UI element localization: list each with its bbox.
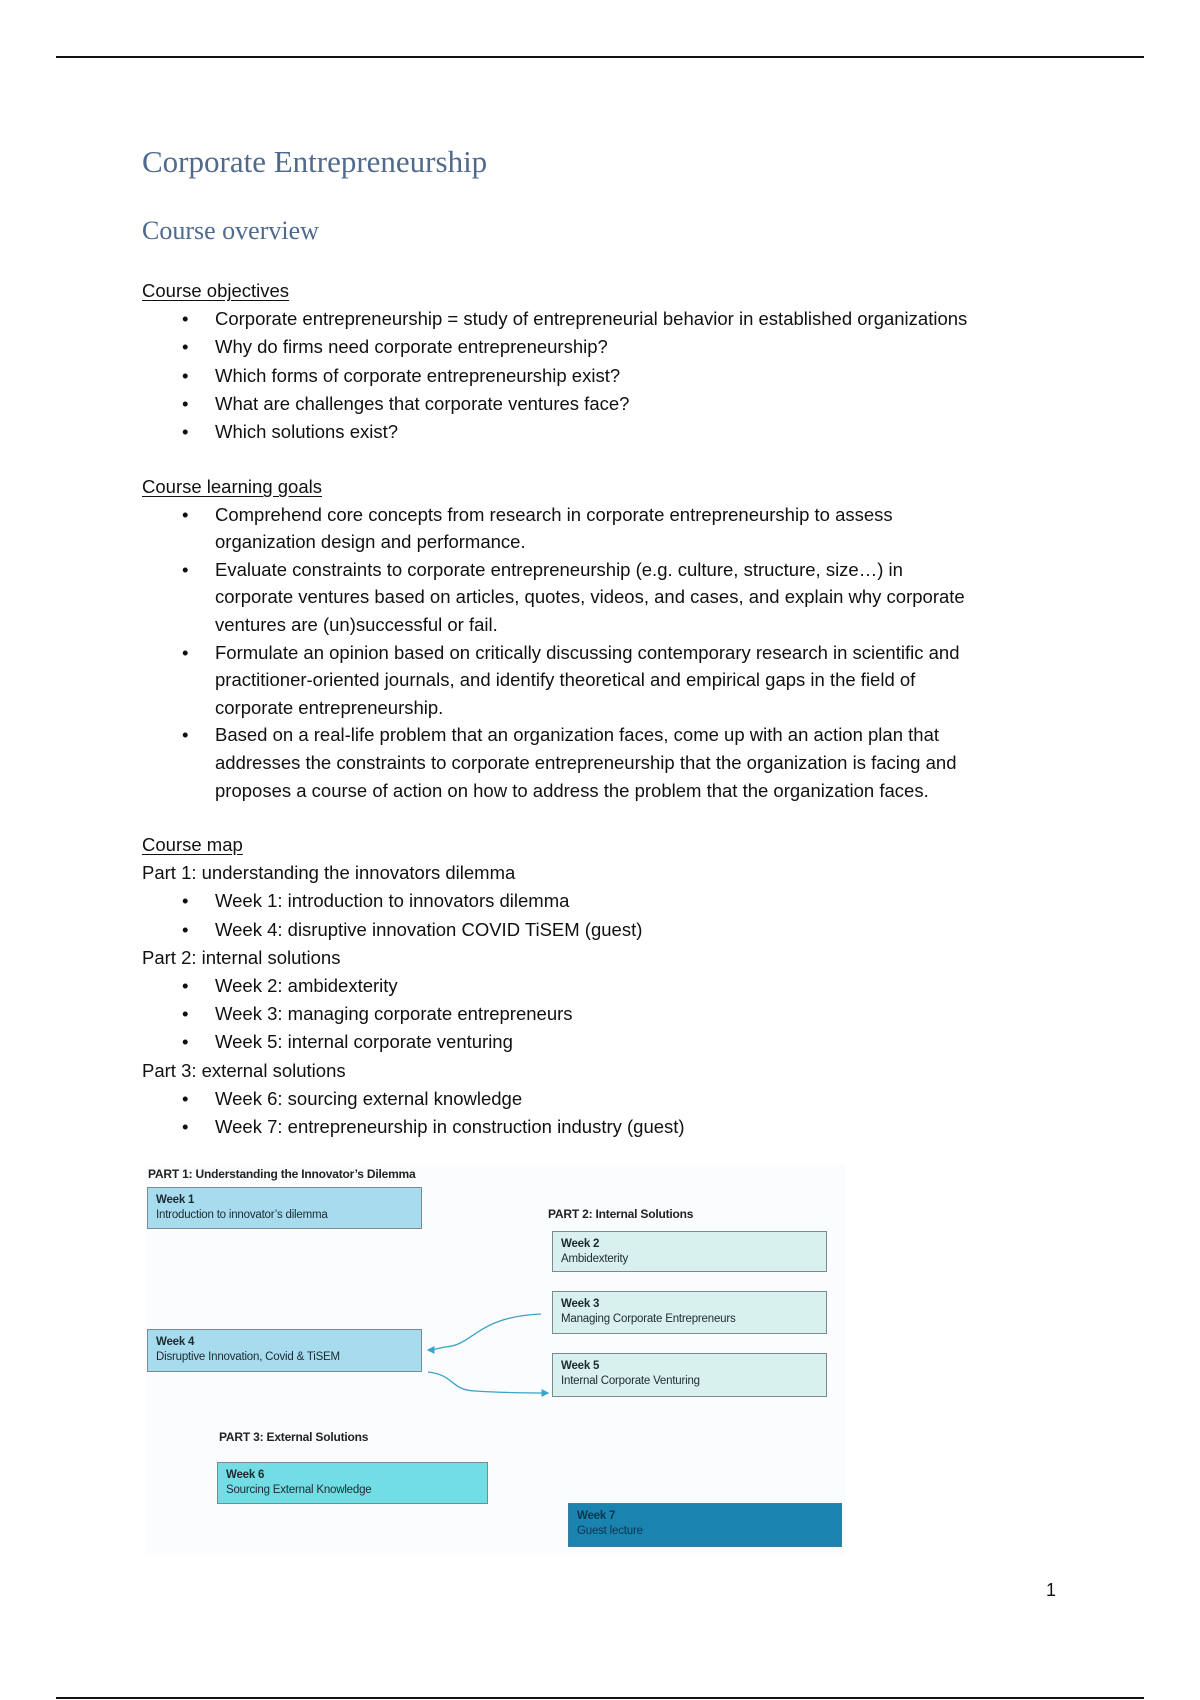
list-item-text: corporate entrepreneurship. xyxy=(215,696,444,718)
week-label: Week 2 xyxy=(561,1238,600,1250)
course-part-label: Part 2: internal solutions xyxy=(142,946,341,968)
bullet-icon: • xyxy=(182,641,189,663)
week-topic: Ambidexterity xyxy=(561,1253,629,1265)
week3-box xyxy=(552,1291,827,1334)
list-item-text: Comprehend core concepts from research in corporate entrepreneurship to assess xyxy=(215,503,893,525)
goals-list xyxy=(142,501,1142,805)
course-objectives xyxy=(142,277,1142,446)
bullet-icon: • xyxy=(182,558,189,580)
week-topic: Sourcing External Knowledge xyxy=(226,1484,372,1496)
list-item-line xyxy=(142,1113,1142,1141)
document-title: Corporate Entrepreneurship xyxy=(142,144,488,179)
list-item-text: Based on a real-life problem that an organization faces, come up with an action plan that xyxy=(215,724,939,746)
bullet-icon: • xyxy=(182,1031,189,1053)
week-label: Week 5 xyxy=(561,1360,600,1372)
list-item-text: Which solutions exist? xyxy=(215,420,399,442)
list-item-line xyxy=(142,528,1142,556)
arrow-week4-to-week5 xyxy=(428,1372,548,1393)
list-item-text: What are challenges that corporate ventures face? xyxy=(215,392,630,414)
week-topic: Disruptive Innovation, Covid & TiSEM xyxy=(156,1351,340,1363)
goals-heading: Course learning goals xyxy=(142,476,322,497)
week-topic: Introduction to innovator’s dilemma xyxy=(156,1209,328,1221)
bullet-icon: • xyxy=(182,308,189,330)
list-item-text: proposes a course of action on how to address the problem that the organization faces. xyxy=(215,779,929,801)
list-item-line xyxy=(142,666,1142,694)
course-learning-goals xyxy=(142,473,1142,804)
week-label: Week 1 xyxy=(156,1194,195,1206)
list-item-line xyxy=(142,583,1142,611)
list-item-line xyxy=(142,916,1142,944)
list-item-text: Week 1: introduction to innovators dilemma xyxy=(215,890,570,912)
footer-rule xyxy=(56,1697,1144,1699)
list-item-line xyxy=(142,1028,1142,1056)
week-topic: Internal Corporate Venturing xyxy=(561,1375,700,1387)
list-item-line xyxy=(142,887,1142,915)
bullet-icon: • xyxy=(182,503,189,525)
list-item-line xyxy=(142,639,1142,667)
bullet-icon: • xyxy=(182,420,189,442)
objectives-heading: Course objectives xyxy=(142,280,290,301)
bullet-icon: • xyxy=(182,392,189,414)
list-item-line xyxy=(142,694,1142,722)
page-number: 1 xyxy=(1046,1580,1057,1600)
part3-label: PART 3: External Solutions xyxy=(219,1430,369,1444)
list-item-text: Which forms of corporate entrepreneurship exist? xyxy=(215,364,621,386)
list-item-line xyxy=(142,777,1142,805)
bullet-icon: • xyxy=(182,890,189,912)
bullet-icon: • xyxy=(182,1115,189,1137)
bullet-icon: • xyxy=(182,918,189,940)
list-item-line xyxy=(142,418,1142,446)
course-map-heading: Course map xyxy=(142,834,243,855)
list-item-line xyxy=(142,972,1142,1000)
bullet-icon: • xyxy=(182,1003,189,1025)
list-item-text: Week 4: disruptive innovation COVID TiSEM (guest) xyxy=(215,918,643,940)
week-topic: Guest lecture xyxy=(577,1525,643,1537)
list-item-text: Evaluate constraints to corporate entrepreneurship (e.g. culture, structure, size…) in xyxy=(215,558,903,580)
list-item-text: Week 6: sourcing external knowledge xyxy=(215,1087,523,1109)
list-item-text: ventures are (un)successful or fail. xyxy=(215,613,498,635)
week-label: Week 6 xyxy=(226,1469,265,1481)
course-map-list xyxy=(142,859,1142,1141)
list-item-text: Week 2: ambidexterity xyxy=(215,974,398,996)
week1-box xyxy=(147,1187,422,1229)
bullet-icon: • xyxy=(182,974,189,996)
week6-box xyxy=(217,1462,488,1504)
list-item-text: Corporate entrepreneurship = study of entrepreneurial behavior in established organizations xyxy=(215,308,968,330)
list-item-line xyxy=(142,362,1142,390)
list-item-text: Week 3: managing corporate entrepreneurs xyxy=(215,1003,573,1025)
week-label: Week 7 xyxy=(577,1510,616,1522)
course-map xyxy=(142,831,1142,1141)
arrow-week3-to-week4 xyxy=(428,1314,541,1350)
bullet-icon: • xyxy=(182,364,189,386)
week-label: Week 3 xyxy=(561,1298,600,1310)
objectives-list xyxy=(142,305,1142,446)
week2-box xyxy=(552,1231,827,1272)
list-item-text: Week 5: internal corporate venturing xyxy=(215,1031,513,1053)
list-item-text: Formulate an opinion based on critically discussing contemporary research in scientific and xyxy=(215,641,960,663)
week7-box xyxy=(568,1503,842,1547)
bullet-icon: • xyxy=(182,1087,189,1109)
list-item-line xyxy=(142,501,1142,529)
list-item-text: addresses the constraints to corporate entrepreneurship that the organization is facing and xyxy=(215,751,957,773)
course-part-label: Part 1: understanding the innovators dilemma xyxy=(142,862,516,884)
list-item-line xyxy=(142,1085,1142,1113)
course-part-label: Part 3: external solutions xyxy=(142,1059,346,1081)
list-item-line xyxy=(142,390,1142,418)
course-map-diagram xyxy=(145,1165,845,1555)
list-item-text: corporate ventures based on articles, quotes, videos, and cases, and explain why corporate xyxy=(215,586,965,608)
bullet-icon: • xyxy=(182,724,189,746)
list-item-line xyxy=(142,721,1142,749)
list-item-line xyxy=(142,333,1142,361)
week4-box xyxy=(147,1329,422,1372)
list-item-text: practitioner-oriented journals, and identify theoretical and empirical gaps in the field of xyxy=(215,669,916,691)
list-item-line xyxy=(142,611,1142,639)
part1-label: PART 1: Understanding the Innovator’s Dilemma xyxy=(148,1167,416,1181)
part2-label: PART 2: Internal Solutions xyxy=(548,1207,694,1221)
list-item-text: Week 7: entrepreneurship in construction industry (guest) xyxy=(215,1115,685,1137)
list-item-text: Why do firms need corporate entrepreneurship? xyxy=(215,336,608,358)
bullet-icon: • xyxy=(182,336,189,358)
list-item-line xyxy=(142,305,1142,333)
week-topic: Managing Corporate Entrepreneurs xyxy=(561,1313,736,1325)
week-label: Week 4 xyxy=(156,1336,195,1348)
week5-box xyxy=(552,1353,827,1397)
header-rule xyxy=(56,56,1144,58)
list-item-line xyxy=(142,556,1142,584)
list-item-text: organization design and performance. xyxy=(215,531,526,553)
section-heading: Course overview xyxy=(142,216,319,245)
list-item-line xyxy=(142,749,1142,777)
list-item-line xyxy=(142,1000,1142,1028)
